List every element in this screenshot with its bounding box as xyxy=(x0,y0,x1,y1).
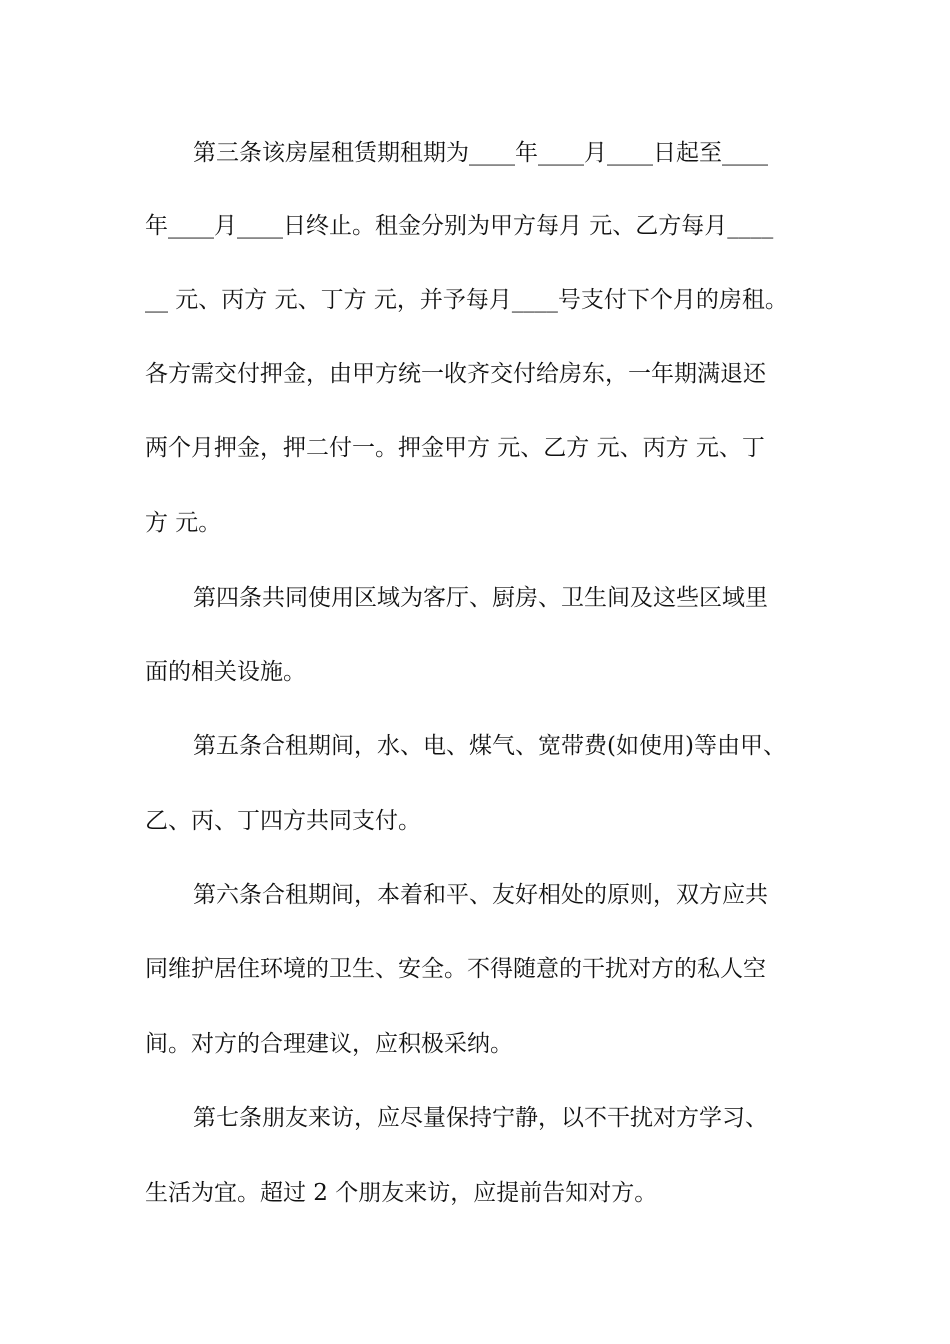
article-6-line-3: 间。对方的合理建议，应积极采纳。 xyxy=(145,1031,513,1057)
article-4-line-1: 第四条共同使用区域为客厅、厨房、卫生间及这些区域里 xyxy=(193,585,768,611)
article-4-line-2: 面的相关设施。 xyxy=(145,659,306,685)
article-7-line-1: 第七条朋友来访，应尽量保持宁静，以不干扰对方学习、 xyxy=(193,1105,768,1131)
article-3-line-1: 第三条该房屋租赁期租期为____年____月____日起至____ xyxy=(193,140,768,166)
article-5-line-2: 乙、丙、丁四方共同支付。 xyxy=(145,808,421,834)
article-7-line-2: 生活为宜。超过 2 个朋友来访，应提前告知对方。 xyxy=(145,1180,658,1206)
article-6-line-1: 第六条合租期间，本着和平、友好相处的原则，双方应共 xyxy=(193,882,768,908)
article-3-line-3: __ 元、丙方 元、丁方 元，并予每月____号支付下个月的房租。 xyxy=(145,287,788,313)
article-3-line-5: 两个月押金，押二付一。押金甲方 元、乙方 元、丙方 元、丁 xyxy=(145,435,765,461)
article-3-line-6: 方 元。 xyxy=(145,510,222,536)
article-6-line-2: 同维护居住环境的卫生、安全。不得随意的干扰对方的私人空 xyxy=(145,956,766,982)
article-5-line-1: 第五条合租期间，水、电、煤气、宽带费(如使用)等由甲、 xyxy=(193,733,786,759)
article-3-line-2: 年____月____日终止。租金分别为甲方每月 元、乙方每月____ xyxy=(145,213,774,239)
article-3-line-4: 各方需交付押金，由甲方统一收齐交付给房东，一年期满退还 xyxy=(145,361,766,387)
